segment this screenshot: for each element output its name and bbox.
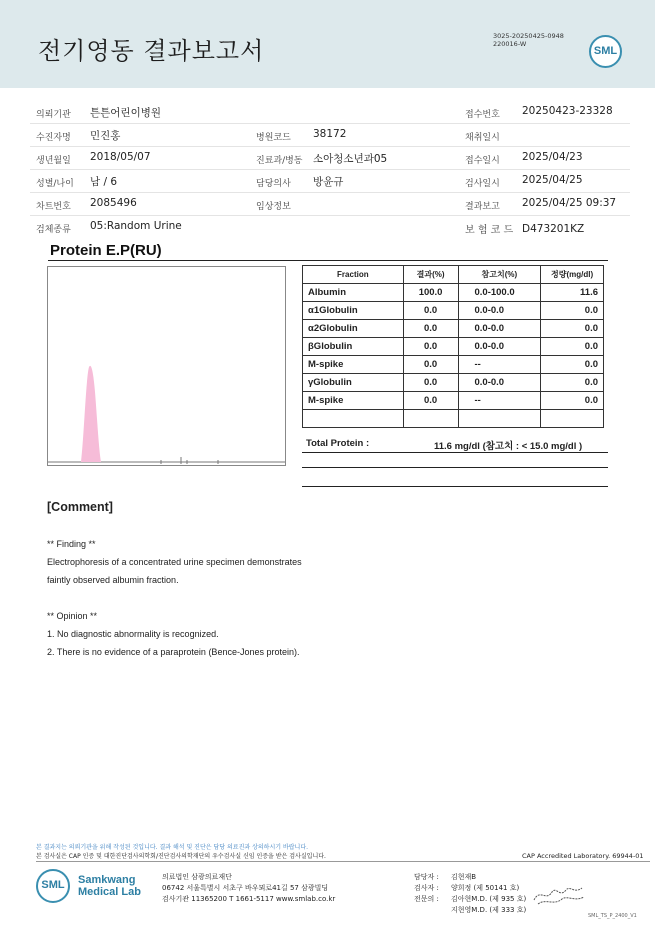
report-title: 전기영동 결과보고서 xyxy=(38,37,265,65)
label-test-date: 검사일시 xyxy=(465,179,500,189)
finding-text: faintly observed albumin fraction. xyxy=(47,575,179,585)
value-report-date: 2025/04/25 09:37 xyxy=(522,197,617,209)
value-test-date: 2025/04/25 xyxy=(522,174,583,186)
fraction-reference: -- xyxy=(458,356,541,374)
fraction-result: 0.0 xyxy=(403,302,458,320)
opinion-text: 2. There is no evidence of a paraprotein (Bence-Jones protein). xyxy=(47,647,300,657)
value-patient-name: 민진홍 xyxy=(90,130,121,142)
title-divider xyxy=(48,260,608,261)
value-receipt-no: 20250423-23328 xyxy=(522,105,613,117)
fraction-name: M-spike xyxy=(303,356,404,374)
test-title: Protein E.P(RU) xyxy=(50,242,162,259)
opinion-text: 1. No diagnostic abnormality is recognized. xyxy=(47,629,219,639)
staff-value: 김아현M.D. (제 935 호) xyxy=(451,895,527,903)
fraction-quantity: 0.0 xyxy=(541,374,604,392)
table-header-row xyxy=(303,266,604,284)
cap-accreditation: CAP Accredited Laboratory. 69944-01 xyxy=(522,852,644,860)
footer-logo-text: SML xyxy=(41,879,65,891)
value-institution: 튼튼어린이병원 xyxy=(90,107,162,119)
fraction-name xyxy=(303,410,404,428)
label-birth-date: 생년월일 xyxy=(36,156,71,166)
address-line: 의료법인 삼광의료재단 xyxy=(162,873,232,881)
staff-list xyxy=(414,872,526,916)
label-doctor: 담당의사 xyxy=(256,179,291,189)
electrophoresis-curve xyxy=(48,267,285,465)
signature-icon xyxy=(532,880,587,908)
table-row xyxy=(303,320,604,338)
fraction-quantity: 0.0 xyxy=(541,338,604,356)
fraction-reference: 0.0-0.0 xyxy=(458,302,541,320)
label-institution: 의뢰기관 xyxy=(36,110,71,120)
report-header xyxy=(0,0,655,88)
info-row-specimen xyxy=(30,216,630,239)
label-report-date: 결과보고 xyxy=(465,202,500,212)
opinion-title: ** Opinion ** xyxy=(47,611,98,621)
label-sex-age: 성별/나이 xyxy=(36,179,74,189)
albumin-peak xyxy=(81,366,101,462)
divider-line xyxy=(302,467,608,468)
fraction-quantity: 0.0 xyxy=(541,356,604,374)
footer-disclaimer: 본 결과지는 의뢰기관을 위해 작성된 것입니다. 결과 해석 및 진단은 담당 의료진과 상의하시기 바랍니다. xyxy=(36,844,309,851)
header-quantity: 정량(mg/dl) xyxy=(541,266,604,284)
value-insurance-code: D473201KZ xyxy=(522,223,585,235)
label-collection-date: 채취일시 xyxy=(465,133,500,143)
info-row-birth xyxy=(30,147,630,170)
table-row xyxy=(303,374,604,392)
table-row xyxy=(303,392,604,410)
fraction-reference: 0.0-0.0 xyxy=(458,374,541,392)
staff-row xyxy=(414,894,526,905)
header-reference: 참고치(%) xyxy=(458,266,541,284)
table-row xyxy=(303,338,604,356)
staff-value: 지현영M.D. (제 333 호) xyxy=(451,906,527,914)
staff-label: 담당자 : xyxy=(414,873,439,881)
staff-row xyxy=(414,905,526,916)
address-line: 검사기관 11365200 T 1661-5117 www.smlab.co.kr xyxy=(162,895,336,903)
fraction-name: α2Globulin xyxy=(303,320,404,338)
table-row xyxy=(303,356,604,374)
label-receipt-date: 접수일시 xyxy=(465,156,500,166)
header-fraction: Fraction xyxy=(303,266,404,284)
document-id-line2: 220016-W xyxy=(493,40,527,48)
total-protein xyxy=(302,437,608,453)
fraction-reference: -- xyxy=(458,392,541,410)
fraction-name: M-spike xyxy=(303,392,404,410)
fraction-quantity xyxy=(541,410,604,428)
divider-line xyxy=(302,486,608,487)
fraction-result: 0.0 xyxy=(403,338,458,356)
fraction-result: 0.0 xyxy=(403,356,458,374)
value-hospital-code: 38172 xyxy=(313,128,347,140)
address-line: 06742 서울특별시 서초구 바우뫼로41길 57 삼광빌딩 xyxy=(162,884,329,892)
label-hospital-code: 병원코드 xyxy=(256,133,291,143)
fraction-quantity: 0.0 xyxy=(541,320,604,338)
brand-name xyxy=(78,874,141,898)
staff-label: 검사자 : xyxy=(414,884,439,892)
electrophoresis-graph xyxy=(47,266,286,466)
staff-row xyxy=(414,883,526,894)
label-specimen-type: 검체종류 xyxy=(36,225,71,235)
staff-value: 양희정 (제 50141 호) xyxy=(451,884,520,892)
fraction-result: 100.0 xyxy=(403,284,458,302)
value-department: 소아청소년과05 xyxy=(313,153,388,165)
sml-logo-icon xyxy=(589,35,622,68)
lab-address xyxy=(162,872,335,905)
value-chart-no: 2085496 xyxy=(90,197,137,209)
finding-title: ** Finding ** xyxy=(47,539,96,549)
fraction-name: βGlobulin xyxy=(303,338,404,356)
value-birth-date: 2018/05/07 xyxy=(90,151,151,163)
value-sex-age: 남 / 6 xyxy=(90,176,118,188)
info-row-patient xyxy=(30,124,630,147)
footer-certification: 본 검사실은 CAP 인증 및 대한진단검사의학회/진단검사의학재단의 우수검사실 신임 인증을 받은 검사실입니다. xyxy=(36,853,326,860)
finding-text: Electrophoresis of a concentrated urine specimen demonstrates xyxy=(47,557,302,567)
table-row xyxy=(303,302,604,320)
fraction-result: 0.0 xyxy=(403,392,458,410)
info-row-chart xyxy=(30,193,630,216)
value-doctor: 방윤규 xyxy=(313,176,344,188)
fraction-quantity: 11.6 xyxy=(541,284,604,302)
value-receipt-date: 2025/04/23 xyxy=(522,151,583,163)
label-department: 진료과/병동 xyxy=(256,156,303,166)
fraction-result xyxy=(403,410,458,428)
comment-heading: [Comment] xyxy=(47,500,113,514)
document-id-line1: 3025-20250425-0948 xyxy=(493,32,564,40)
info-row-institution xyxy=(30,101,630,124)
label-patient-name: 수진자명 xyxy=(36,133,71,143)
table-row xyxy=(303,410,604,428)
brand-line2: Medical Lab xyxy=(78,886,141,898)
fraction-name: γGlobulin xyxy=(303,374,404,392)
fraction-result: 0.0 xyxy=(403,374,458,392)
fraction-reference: 0.0-0.0 xyxy=(458,338,541,356)
total-protein-value: 11.6 mg/dl (참고치 : < 15.0 mg/dl ) xyxy=(434,441,583,452)
staff-value: 김현재B xyxy=(451,873,477,881)
label-receipt-no: 접수번호 xyxy=(465,110,500,120)
form-code: SML_TS_P_2400_V1 xyxy=(588,913,637,919)
fraction-reference: 0.0-0.0 xyxy=(458,320,541,338)
fraction-result: 0.0 xyxy=(403,320,458,338)
fraction-reference: 0.0-100.0 xyxy=(458,284,541,302)
value-specimen-type: 05:Random Urine xyxy=(90,220,182,232)
total-protein-label: Total Protein : xyxy=(306,438,370,449)
label-insurance-code: 보 험 코 드 xyxy=(465,225,514,236)
brand-line1: Samkwang xyxy=(78,874,136,886)
sml-footer-logo-icon xyxy=(36,869,70,903)
logo-text: SML xyxy=(593,45,618,57)
document-id xyxy=(493,32,564,48)
fraction-table xyxy=(302,265,604,428)
fraction-name: Albumin xyxy=(303,284,404,302)
info-row-sex-age xyxy=(30,170,630,193)
staff-label: 전문의 : xyxy=(414,895,439,903)
staff-row xyxy=(414,872,526,883)
fraction-quantity: 0.0 xyxy=(541,392,604,410)
footer-divider xyxy=(36,861,650,862)
label-clinical-info: 임상정보 xyxy=(256,202,291,212)
table-row xyxy=(303,284,604,302)
header-result: 결과(%) xyxy=(403,266,458,284)
fraction-name: α1Globulin xyxy=(303,302,404,320)
label-chart-no: 차트번호 xyxy=(36,202,71,212)
fraction-reference xyxy=(458,410,541,428)
fraction-quantity: 0.0 xyxy=(541,302,604,320)
